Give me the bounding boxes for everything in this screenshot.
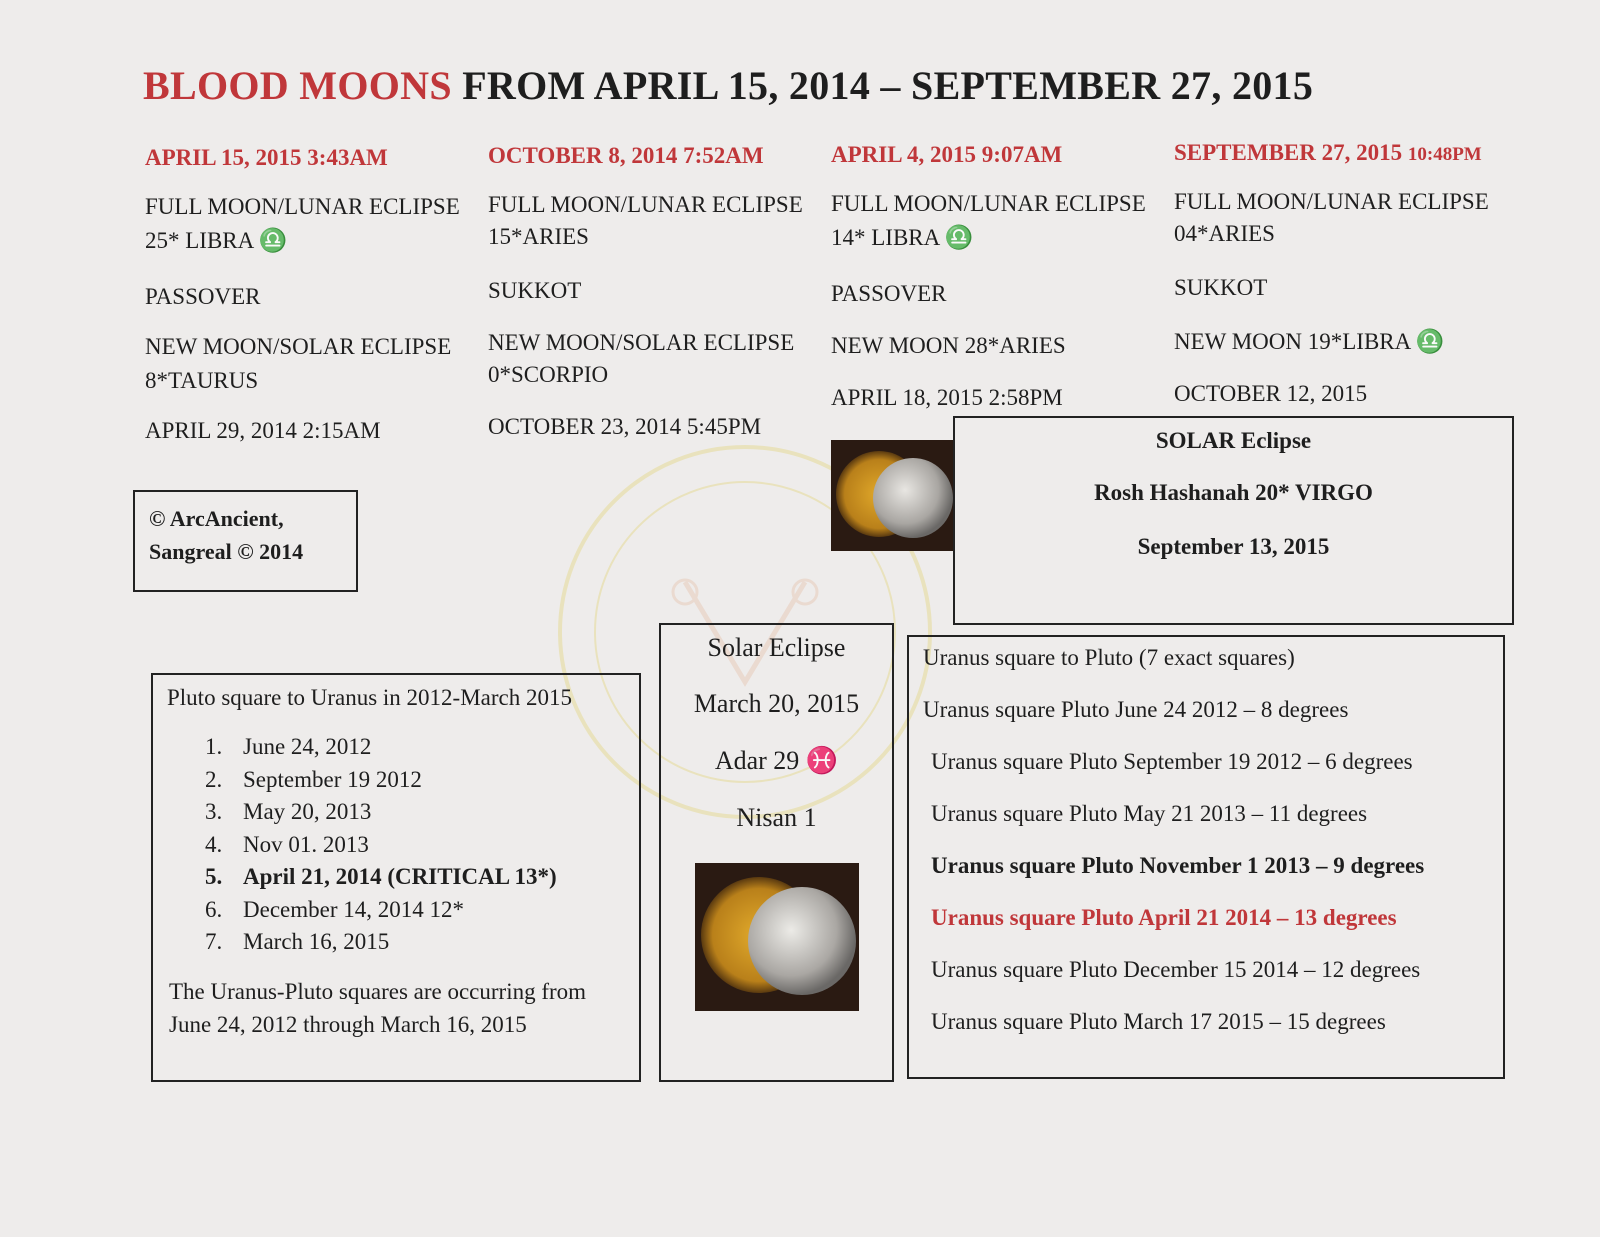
solar-line-4: Nisan 1	[736, 803, 817, 832]
list-item: 1. June 24, 2012	[205, 734, 372, 759]
list-item: 5. April 21, 2014 (CRITICAL 13*)	[205, 864, 557, 889]
copyright-box	[133, 490, 358, 592]
solar-line-1: Solar Eclipse	[707, 633, 846, 662]
list-item: 3. May 20, 2013	[205, 799, 372, 824]
column-eclipse: FULL MOON/LUNAR ECLIPSE	[1174, 189, 1489, 214]
uranus-row: Uranus square Pluto November 1 2013 – 9 degrees	[931, 853, 1425, 878]
page-title	[143, 62, 1313, 109]
column-holiday: PASSOVER	[831, 281, 947, 306]
rosh-line-1: SOLAR Eclipse	[1155, 428, 1312, 453]
uranus-row-highlight: Uranus square Pluto April 21 2014 – 13 degrees	[931, 905, 1397, 930]
libra-icon: ♎	[258, 228, 288, 253]
column-new-moon-date: OCTOBER 23, 2014 5:45PM	[488, 414, 762, 439]
libra-icon: ♎	[944, 225, 974, 250]
column-holiday: SUKKOT	[1174, 275, 1268, 300]
column-new-moon-date: APRIL 29, 2014 2:15AM	[145, 418, 381, 443]
pisces-icon: ♓	[805, 746, 839, 775]
column-holiday: SUKKOT	[488, 278, 582, 303]
uranus-square-box	[907, 635, 1505, 1079]
solar-line-2: March 20, 2015	[693, 689, 860, 718]
uranus-row: Uranus square Pluto June 24 2012 – 8 degrees	[923, 697, 1349, 722]
uranus-row: Uranus square Pluto May 21 2013 – 11 degrees	[931, 801, 1368, 826]
libra-icon: ♎	[1415, 329, 1445, 354]
column-new-moon: NEW MOON 19*LIBRA ♎	[1174, 329, 1445, 354]
column-date: OCTOBER 8, 2014 7:52AM	[488, 143, 764, 168]
column-new-moon-date: APRIL 18, 2015 2:58PM	[831, 385, 1063, 410]
column-sign: 04*ARIES	[1174, 221, 1275, 246]
uranus-row: Uranus square Pluto March 17 2015 – 15 degrees	[931, 1009, 1386, 1034]
rosh-hashanah-box	[953, 416, 1514, 625]
list-item: 4. Nov 01. 2013	[205, 831, 369, 857]
column-date: APRIL 4, 2015 9:07AM	[831, 142, 1063, 167]
column-date: SEPTEMBER 27, 2015 10:48PM	[1174, 140, 1482, 165]
rosh-line-3: September 13, 2015	[1137, 534, 1330, 559]
column-sign: 25* LIBRA ♎	[145, 228, 288, 253]
solar-eclipse-box	[659, 623, 894, 1082]
uranus-row: Uranus square Pluto December 15 2014 – 12 degrees	[931, 957, 1421, 982]
title-rest: FROM APRIL 15, 2014 – SEPTEMBER 27, 2015	[462, 63, 1314, 108]
pluto-heading: Pluto square to Uranus in 2012-March 2015	[167, 685, 572, 710]
rosh-line-2: Rosh Hashanah 20* VIRGO	[1094, 480, 1373, 505]
list-item: 2. September 19 2012	[205, 766, 422, 792]
column-new-moon: NEW MOON/SOLAR ECLIPSE	[145, 334, 452, 359]
column-new-moon: NEW MOON 28*ARIES	[831, 333, 1066, 358]
column-new-moon-sign: 8*TAURUS	[145, 368, 259, 393]
solar-line-3: Adar 29 ♓	[714, 746, 839, 775]
copyright-line-1: © ArcAncient,	[149, 506, 284, 531]
column-eclipse: FULL MOON/LUNAR ECLIPSE	[145, 194, 460, 219]
title-red: BLOOD MOONS	[143, 63, 452, 108]
column-new-moon: NEW MOON/SOLAR ECLIPSE	[488, 330, 795, 355]
pluto-list	[205, 731, 557, 959]
column-sign: 14* LIBRA ♎	[831, 225, 974, 250]
pluto-note: The Uranus-Pluto squares are occurring from June 24, 2012 through March 16, 2015	[169, 979, 587, 1037]
column-new-moon-date: OCTOBER 12, 2015	[1174, 381, 1368, 406]
list-item: 6. December 14, 2014 12*	[205, 896, 464, 922]
uranus-heading: Uranus square to Pluto (7 exact squares)	[923, 645, 1295, 670]
copyright-line-2: Sangreal © 2014	[149, 539, 304, 564]
column-holiday: PASSOVER	[145, 284, 261, 309]
solar-eclipse-image	[831, 440, 954, 551]
column-eclipse: FULL MOON/LUNAR ECLIPSE	[831, 191, 1146, 216]
uranus-row: Uranus square Pluto September 19 2012 – 6 degrees	[931, 749, 1413, 774]
column-new-moon-sign: 0*SCORPIO	[488, 362, 609, 387]
column-sign: 15*ARIES	[488, 224, 589, 249]
solar-eclipse-image	[695, 863, 859, 1011]
list-item: 7. March 16, 2015	[205, 929, 390, 954]
pluto-square-box	[151, 673, 641, 1082]
column-eclipse: FULL MOON/LUNAR ECLIPSE	[488, 192, 803, 217]
column-date: APRIL 15, 2015 3:43AM	[145, 145, 388, 170]
